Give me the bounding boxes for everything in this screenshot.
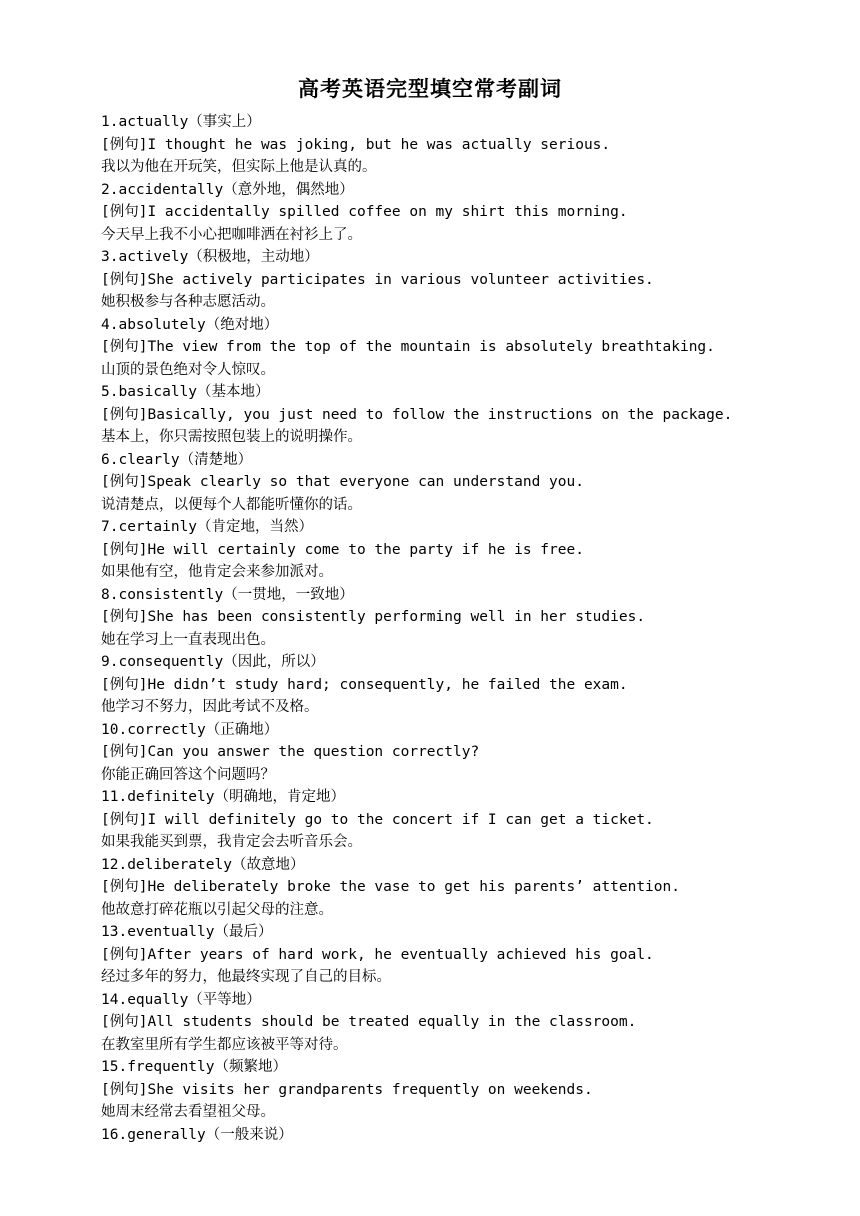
entry-translation: 你能正确回答这个问题吗？ [101, 766, 275, 783]
entry-heading: 6.clearly（清楚地） [101, 451, 253, 468]
entry-translation: 如果我能买到票，我肯定会去听音乐会。 [101, 834, 362, 850]
entry-example: [例句]After years of hard work, he eventually achieved his goal. [101, 946, 654, 963]
entry-translation: 她周末经常去看望祖父母。 [101, 1104, 275, 1120]
entry-heading: 10.correctly（正确地） [101, 721, 279, 738]
entry-translation: 今天早上我不小心把咖啡洒在衬衫上了。 [101, 226, 362, 243]
entry-heading: 13.eventually（最后） [101, 924, 273, 940]
entry-example: [例句]She actively participates in various volunteer activities. [101, 271, 654, 288]
entry-translation: 我以为他在开玩笑，但实际上他是认真的。 [101, 159, 377, 175]
entry-heading: 9.consequently（因此，所以） [101, 654, 325, 670]
entry-heading: 11.definitely（明确地，肯定地） [101, 789, 345, 805]
entry-translation: 山顶的景色绝对令人惊叹。 [101, 361, 275, 378]
entry-heading: 16.generally（一般来说） [101, 1126, 293, 1143]
entry-translation: 基本上，你只需按照包装上的说明操作。 [101, 429, 362, 445]
adverb-list [101, 111, 841, 1146]
entry-example: [例句]He will certainly come to the party if he is free. [101, 541, 584, 558]
entry-example: [例句]Basically, you just need to follow the instructions on the package. [101, 406, 733, 423]
entry-translation: 她在学习上一直表现出色。 [101, 631, 275, 648]
entry-example: [例句]I accidentally spilled coffee on my shirt this morning. [101, 204, 628, 220]
page-title: 高考英语完型填空常考副词 [298, 77, 562, 101]
entry-translation: 如果他有空，他肯定会来参加派对。 [101, 564, 333, 580]
entry-example: [例句]I thought he was joking, but he was actually serious. [101, 136, 611, 153]
entry-heading: 3.actively（积极地，主动地） [101, 249, 319, 265]
entry-example: [例句]He deliberately broke the vase to get his parents’ attention. [101, 879, 680, 895]
entry-example: [例句]I will definitely go to the concert if I can get a ticket. [101, 811, 654, 828]
entry-heading: 5.basically（基本地） [101, 384, 270, 400]
entry-translation: 他故意打碎花瓶以引起父母的注意。 [101, 901, 333, 918]
entry-heading: 7.certainly（肯定地，当然） [101, 519, 314, 535]
entry-example: [例句]Speak clearly so that everyone can understand you. [101, 474, 584, 490]
entry-heading: 2.accidentally（意外地，偶然地） [101, 181, 354, 198]
entry-example: [例句]All students should be treated equally in the classroom. [101, 1014, 637, 1030]
entry-example: [例句]The view from the top of the mountain is absolutely breathtaking. [101, 339, 715, 355]
entry-heading: 1.actually（事实上） [101, 114, 261, 130]
entry-heading: 12.deliberately（故意地） [101, 856, 305, 873]
entry-example: [例句]She visits her grandparents frequently on weekends. [101, 1081, 593, 1098]
entry-example: [例句]She has been consistently performing well in her studies. [101, 609, 646, 625]
entry-heading: 8.consistently（一贯地，一致地） [101, 586, 354, 603]
entry-example: [例句]Can you answer the question correctly? [101, 744, 480, 760]
entry-translation: 她积极参与各种志愿活动。 [101, 294, 275, 310]
entry-heading: 15.frequently（频繁地） [101, 1059, 287, 1075]
entry-translation: 他学习不努力，因此考试不及格。 [101, 699, 319, 715]
entry-example: [例句]He didn’t study hard; consequently, he failed the exam. [101, 676, 628, 693]
entry-translation: 经过多年的努力，他最终实现了自己的目标。 [101, 969, 391, 985]
entry-translation: 说清楚点，以便每个人都能听懂你的话。 [101, 496, 362, 513]
entry-heading: 14.equally（平等地） [101, 991, 261, 1008]
entry-translation: 在教室里所有学生都应该被平等对待。 [101, 1036, 348, 1053]
entry-heading: 4.absolutely（绝对地） [101, 316, 279, 333]
